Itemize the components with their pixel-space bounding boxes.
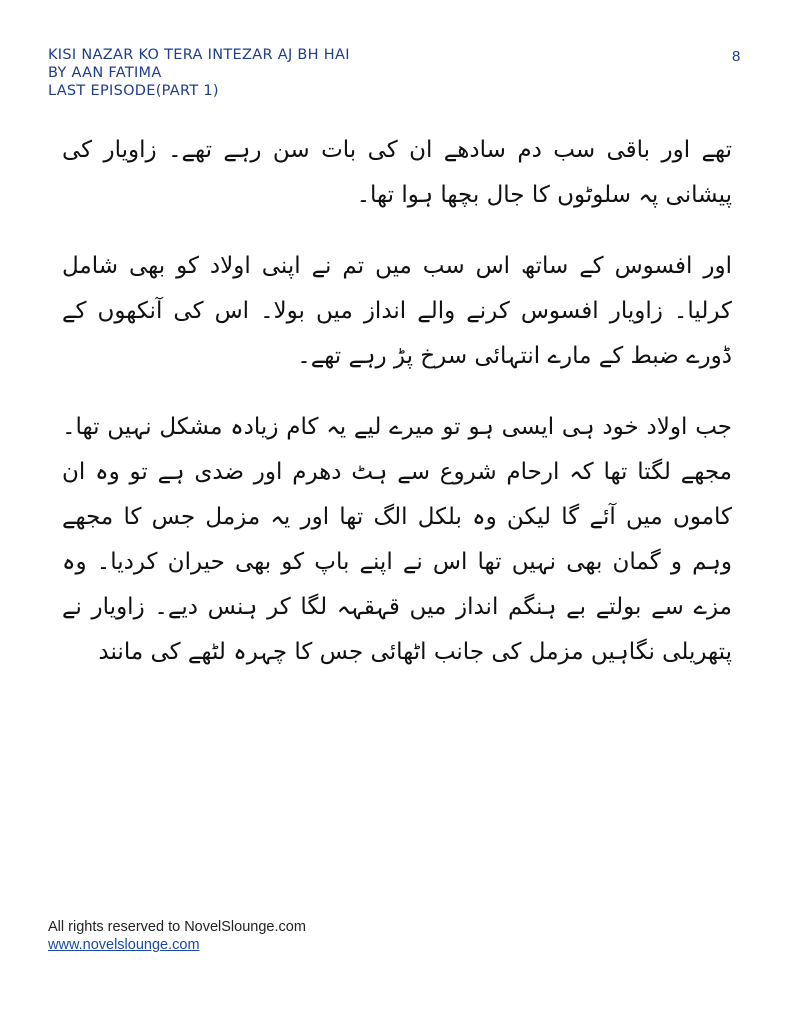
page-number: 8: [732, 48, 741, 65]
paragraph: جب اولاد خود ہی ایسی ہو تو میرے لیے یہ کام زیادہ مشکل نہیں تھا۔ مجھے لگتا تھا کہ ارحام شروع سے ہٹ دھرم اور ضدی ہے تو وہ ان کاموں میں آئے گا لیکن وہ بلکل الگ تھا اور یہ مزمل جس کا مجھے وہم و گمان بھی نہیں تھا اس نے اپنے باپ کو بھی حیران کردیا۔ وہ مزے سے بولتے بے ہنگم انداز میں قہقہہ لگا کر ہنس دیے۔ زاویار نے پتھریلی نگاہیں مزمل کی جانب اٹھائی جس کا چہرہ لٹھے کی مانند: [62, 414, 732, 665]
paragraph: اور افسوس کے ساتھ اس سب میں تم نے اپنی اولاد کو بھی شامل کرلیا۔ زاویار افسوس کرنے والے انداز میں بولا۔ اس کی آنکھوں کے ڈورے ضبط کے مارے انتہائی سرخ پڑ رہے تھے۔: [62, 253, 732, 369]
novel-title: KISI NAZAR KO TERA INTEZAR AJ BH HAI: [48, 47, 350, 63]
paragraph: تھے اور باقی سب دم سادھے ان کی بات سن رہے تھے۔ زاویار کی پیشانی پہ سلوٹوں کا جال بچھا ہوا تھا۔: [62, 137, 732, 208]
copyright-notice: All rights reserved to NovelSlounge.com: [48, 919, 306, 935]
website-link[interactable]: www.novelslounge.com: [48, 937, 200, 953]
urdu-body-text: [62, 128, 732, 701]
author-line: BY AAN FATIMA: [48, 65, 162, 81]
document-header: [48, 46, 350, 100]
episode-line: LAST EPISODE(PART 1): [48, 83, 219, 99]
document-footer: [48, 918, 306, 954]
